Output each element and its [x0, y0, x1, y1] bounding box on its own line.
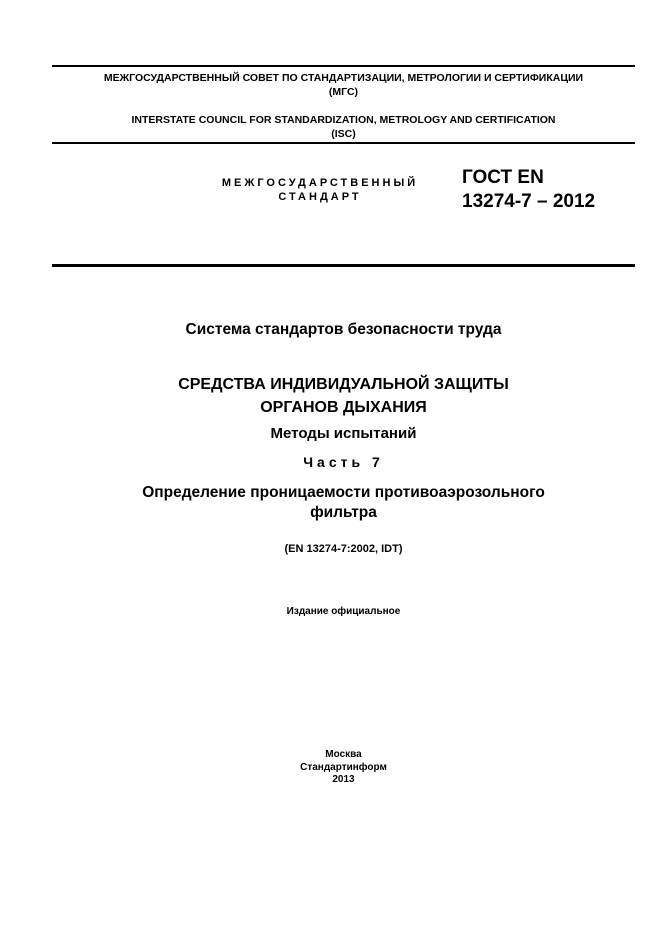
council-en-line1: INTERSTATE COUNCIL FOR STANDARDIZATION, METROLOGY AND CERTIFICATION: [131, 114, 556, 126]
interstate-standard-label: [200, 176, 440, 204]
main-title: [52, 373, 635, 419]
council-en-line2: (ISC): [331, 128, 356, 140]
edition-note: Издание официальное: [286, 606, 401, 617]
title-block-rule: [52, 264, 635, 267]
top-rule: [52, 65, 635, 67]
methods-subtitle: Методы испытаний: [270, 425, 417, 442]
publisher-year: 2013: [332, 774, 355, 785]
council-ru: [52, 71, 635, 99]
en-reference: (EN 13274-7:2002, IDT): [284, 543, 403, 555]
part-title: [52, 483, 635, 523]
publisher-block: [52, 749, 635, 787]
header-rule: [52, 142, 635, 144]
standard-code-line2: 13274-7 – 2012: [462, 191, 596, 212]
part-number: Часть 7: [303, 454, 384, 470]
part-title-line1: Определение проницаемости противоаэрозольного: [142, 484, 545, 501]
publisher-name: Стандартинформ: [300, 761, 387, 773]
main-title-line2: ОРГАНОВ ДЫХАНИЯ: [260, 399, 427, 416]
standard-code: [462, 166, 595, 214]
publisher-city: Москва: [325, 749, 362, 760]
interstate-label-line1: МЕЖГОСУДАРСТВЕННЫЙ: [221, 177, 419, 189]
main-title-line1: СРЕДСТВА ИНДИВИДУАЛЬНОЙ ЗАЩИТЫ: [178, 376, 509, 393]
council-en: [52, 113, 635, 141]
standard-code-line1: ГОСТ EN: [462, 167, 544, 188]
council-ru-line2: (МГС): [328, 86, 359, 98]
interstate-label-line2: СТАНДАРТ: [278, 191, 362, 203]
system-title: Система стандартов безопасности труда: [185, 321, 502, 338]
part-title-line2: фильтра: [310, 504, 377, 521]
council-ru-line1: МЕЖГОСУДАРСТВЕННЫЙ СОВЕТ ПО СТАНДАРТИЗАЦИИ, МЕТРОЛОГИИ И СЕРТИФИКАЦИИ: [103, 72, 584, 84]
